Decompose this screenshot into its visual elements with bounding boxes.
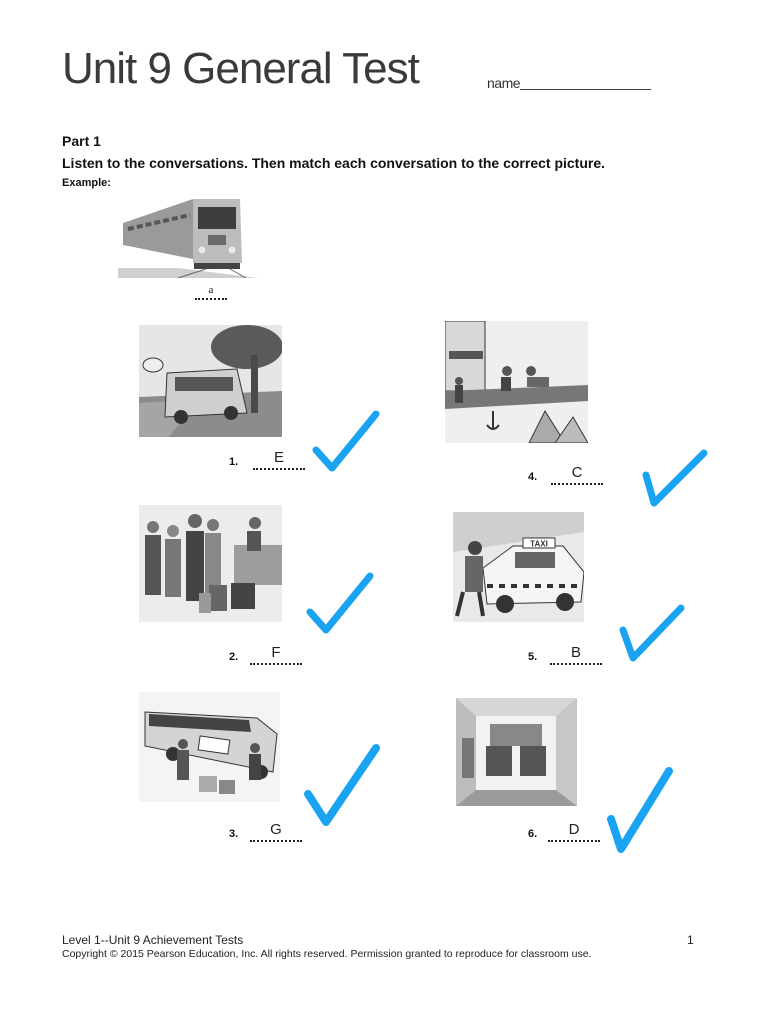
- train-picture: [118, 193, 258, 278]
- item-1-answer-blank[interactable]: [253, 449, 305, 470]
- item-5-number: 5.: [528, 651, 538, 663]
- checkmark-icon: [302, 740, 382, 830]
- item-3-answer-blank[interactable]: [250, 821, 302, 842]
- limousine-picture: [139, 692, 280, 802]
- item-6-answer: D: [568, 821, 580, 838]
- example-answer-blank: [195, 286, 227, 300]
- item-4-number: 4.: [528, 471, 538, 483]
- item-2-answer: F: [271, 644, 281, 661]
- item-6-number: 6.: [528, 828, 538, 840]
- item-3-answer: G: [270, 821, 282, 838]
- item-6-answer-blank[interactable]: [548, 821, 600, 842]
- name-blank-line[interactable]: [520, 89, 651, 90]
- checkmark-icon: [310, 408, 380, 478]
- checkmark-icon: [617, 600, 687, 665]
- instruction-text: Listen to the conversations. Then match each conversation to the correct picture.: [62, 155, 606, 171]
- checkmark-icon: [605, 765, 675, 855]
- taxi-picture: [453, 512, 584, 622]
- item-1-answer: E: [273, 449, 284, 466]
- example-label: Example:: [62, 177, 111, 189]
- check-in-counter-picture: [139, 505, 282, 622]
- footer-level-text: Level 1--Unit 9 Achievement Tests: [62, 933, 244, 947]
- part-heading: Part 1: [62, 133, 101, 149]
- checkmark-icon: [304, 570, 374, 640]
- ship-deck-picture: [445, 321, 588, 443]
- page-number: 1: [687, 933, 694, 947]
- item-2-answer-blank[interactable]: [250, 644, 302, 665]
- item-1-number: 1.: [229, 456, 239, 468]
- item-5-answer: B: [570, 644, 581, 661]
- item-4-answer-blank[interactable]: [551, 464, 603, 485]
- footer-copyright: Copyright © 2015 Pearson Education, Inc. All rights reserved. Permission granted to reproduce for classroom use.: [62, 948, 592, 960]
- example-answer: a: [208, 284, 214, 296]
- checkmark-icon: [640, 445, 710, 510]
- item-4-answer: C: [571, 464, 583, 481]
- item-3-number: 3.: [229, 828, 239, 840]
- item-2-number: 2.: [229, 651, 239, 663]
- name-label: name: [487, 75, 521, 91]
- taxi-sign-text: TAXI: [530, 539, 548, 549]
- item-5-answer-blank[interactable]: [550, 644, 602, 665]
- train-interior-picture: [456, 698, 577, 806]
- page-title: Unit 9 General Test: [62, 44, 419, 93]
- van-accident-picture: [139, 325, 282, 437]
